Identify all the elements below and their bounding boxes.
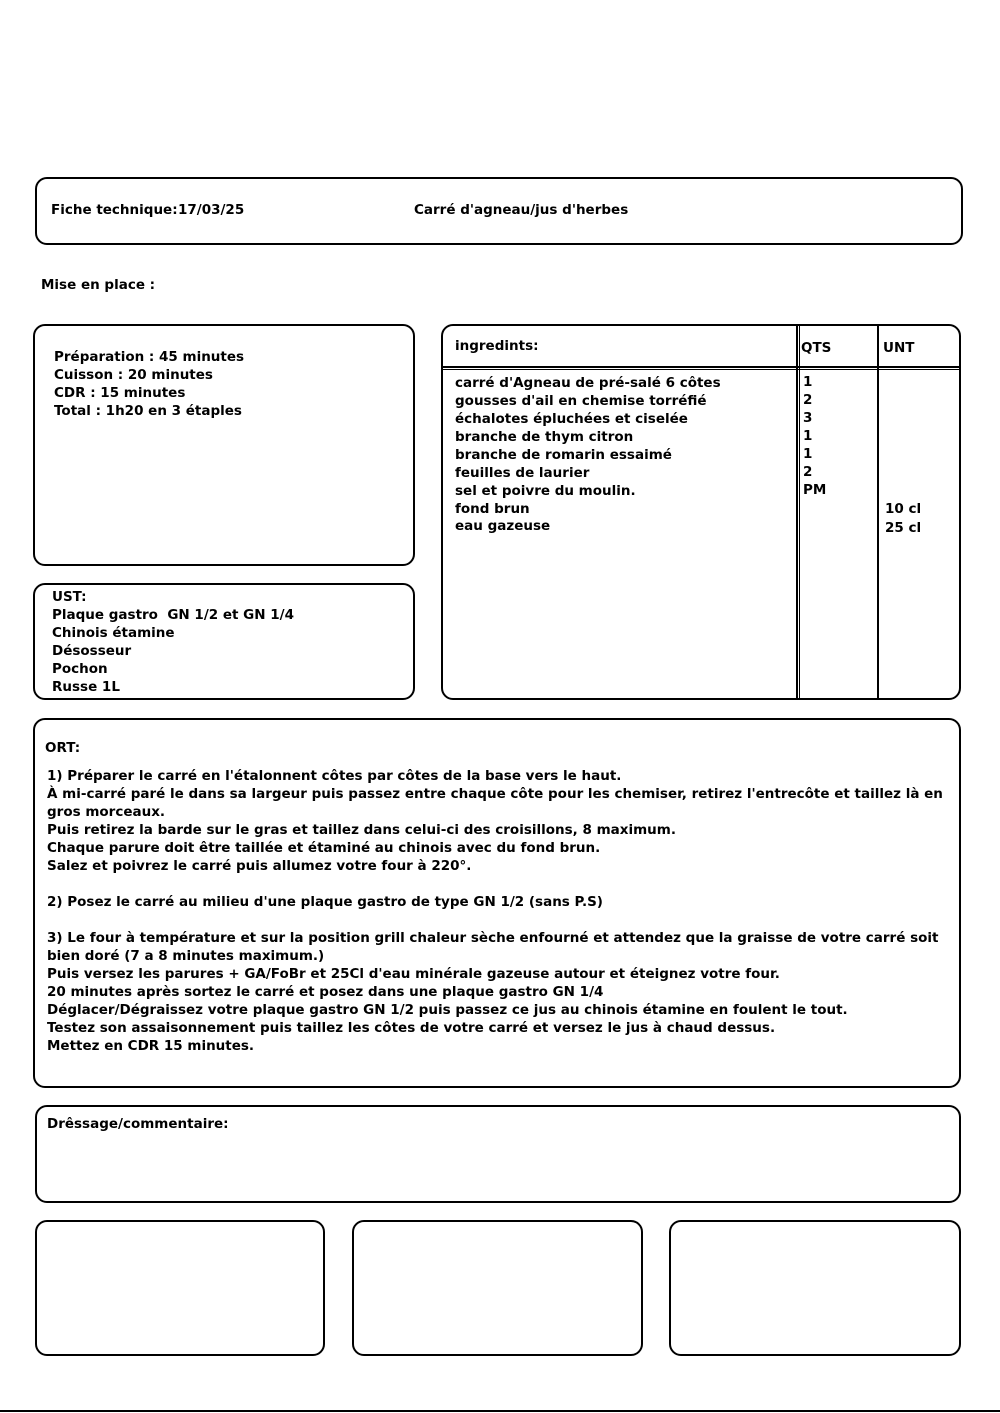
ingredient-name: branche de romarin essaimé xyxy=(455,447,672,463)
ustensile-item: Pochon xyxy=(52,661,108,677)
ustensile-item: Plaque gastro GN 1/2 et GN 1/4 xyxy=(52,607,294,623)
timing-total: Total : 1h20 en 3 étaples xyxy=(54,403,242,419)
ingredient-names xyxy=(455,374,721,535)
ingredient-qty: 1 xyxy=(803,446,813,462)
recipe-title: Carré d'agneau/jus d'herbes xyxy=(414,202,629,218)
ort-title: ORT: xyxy=(45,740,81,756)
step-1-line: Chaque parure doit être taillée et étaminé au chinois avec du fond brun. xyxy=(47,840,601,856)
fiche-date: 17/03/25 xyxy=(178,202,245,218)
timing-box xyxy=(33,324,415,566)
mise-en-place-title: Mise en place : xyxy=(41,277,156,293)
ingredient-units xyxy=(885,500,921,537)
dressage-title: Drêssage/commentaire: xyxy=(47,1116,229,1132)
ingredient-qty: 2 xyxy=(803,464,813,480)
ingredient-unit: 10 cl xyxy=(885,501,922,517)
ingredient-name: échalotes épluchées et ciselée xyxy=(455,411,688,427)
ingredients-table xyxy=(441,324,961,700)
ingredient-name: gousses d'ail en chemise torréfié xyxy=(455,393,707,409)
step-3-line: Testez son assaisonnement puis taillez les côtes de votre carré et versez le jus à chaud dessus. xyxy=(47,1020,776,1036)
timing-cdr: CDR : 15 minutes xyxy=(54,385,186,401)
step-1-line: 1) Préparer le carré en l'étalonnent côtes par côtes de la base vers le haut. xyxy=(47,768,622,784)
step-3-line: Déglacer/Dégraissez votre plaque gastro GN 1/2 puis passez ce jus au chinois étamine en foulent le tout. xyxy=(47,1002,848,1018)
step-3-line: 20 minutes après sortez le carré et posez dans une plaque gastro GN 1/4 xyxy=(47,984,604,1000)
header-divider xyxy=(443,369,959,370)
ingredients-header-name: ingredints: xyxy=(455,338,539,354)
column-divider xyxy=(799,326,800,698)
step-1-line: À mi-carré paré le dans sa largeur puis passez entre chaque côte pour les chemiser, retirez l'entrecôte et taillez là en gros morceaux. xyxy=(47,786,943,820)
ingredient-qty: 1 xyxy=(803,428,813,444)
ingredient-name: feuilles de laurier xyxy=(455,465,590,481)
ingredients-header-qty: QTS xyxy=(801,340,832,356)
step-3-line: Mettez en CDR 15 minutes. xyxy=(47,1038,255,1054)
column-divider xyxy=(877,326,879,698)
ort-instructions xyxy=(47,767,947,1055)
step-1-line: Puis retirez la barde sur le gras et taillez dans celui-ci des croisillons, 8 maximum. xyxy=(47,822,676,838)
timing-preparation: Préparation : 45 minutes xyxy=(54,349,245,365)
ort-box xyxy=(33,718,961,1088)
ingredient-qty: PM xyxy=(803,482,827,498)
header-box xyxy=(35,177,963,245)
ingredients-header-unit: UNT xyxy=(883,340,915,356)
step-2-line: 2) Posez le carré au milieu d'une plaque gastro de type GN 1/2 (sans P.S) xyxy=(47,894,603,910)
ustensiles-title: UST: xyxy=(52,589,87,605)
bottom-rule xyxy=(0,1410,1000,1412)
header-divider xyxy=(443,366,959,368)
timing-cuisson: Cuisson : 20 minutes xyxy=(54,367,213,383)
step-1-line: Salez et poivrez le carré puis allumez votre four à 220°. xyxy=(47,858,472,874)
ustensile-item: Russe 1L xyxy=(52,679,120,695)
photo-box-1 xyxy=(35,1220,325,1356)
fiche-technique-label: Fiche technique: xyxy=(51,202,178,218)
ingredient-unit: 25 cl xyxy=(885,520,922,536)
ingredient-qty: 3 xyxy=(803,410,813,426)
photo-box-2 xyxy=(352,1220,643,1356)
ingredient-quantities xyxy=(803,373,826,499)
ingredient-qty: 2 xyxy=(803,392,813,408)
photo-box-3 xyxy=(669,1220,961,1356)
ustensile-item: Désosseur xyxy=(52,643,132,659)
ingredient-qty: 1 xyxy=(803,374,813,390)
ustensiles-box xyxy=(33,583,415,700)
ingredient-name: eau gazeuse xyxy=(455,518,551,534)
step-3-line: 3) Le four à température et sur la position grill chaleur sèche enfourné et attendez que la graisse de votre carré soit bien doré (7 a 8 minutes maximum.) xyxy=(47,930,939,964)
ingredient-name: branche de thym citron xyxy=(455,429,634,445)
ingredient-name: sel et poivre du moulin. xyxy=(455,483,636,499)
column-divider xyxy=(796,326,798,698)
ingredient-name: fond brun xyxy=(455,501,530,517)
dressage-box xyxy=(35,1105,961,1203)
ustensile-item: Chinois étamine xyxy=(52,625,175,641)
step-3-line: Puis versez les parures + GA/FoBr et 25Cl d'eau minérale gazeuse autour et éteignez votre four. xyxy=(47,966,780,982)
ingredient-name: carré d'Agneau de pré-salé 6 côtes xyxy=(455,375,721,391)
